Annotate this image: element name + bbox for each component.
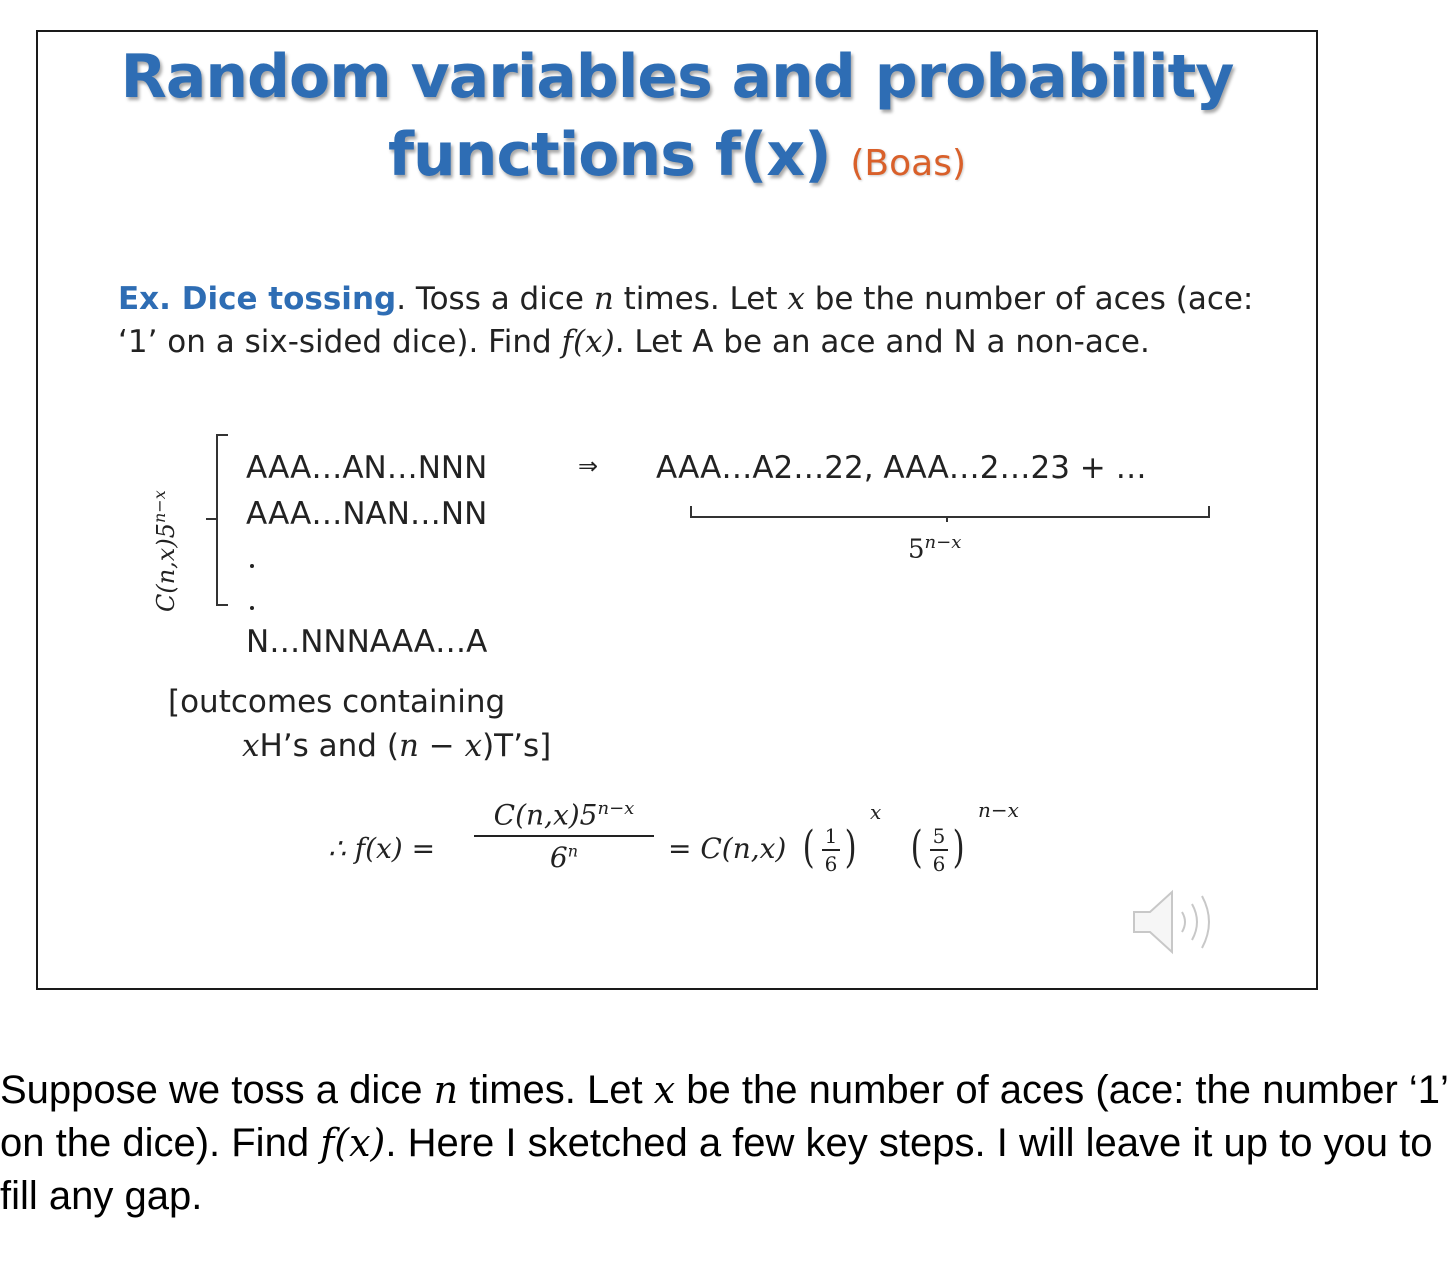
sequence-last: N…NNNAAA…A: [246, 624, 488, 660]
slide-title-line1: Random variables and probability: [120, 42, 1234, 112]
frac1-num: 1: [824, 824, 838, 848]
numerator-base: C(n,x)5: [493, 798, 598, 832]
fraction-numerator: [474, 798, 654, 831]
under-brace-tick: [946, 516, 948, 522]
bracket-tick: [206, 518, 216, 520]
denominator-base: 6: [549, 841, 568, 875]
caption-text-1: Suppose we toss a dice: [0, 1068, 434, 1112]
paren-close: ): [952, 822, 965, 873]
formula-rhs: = C(n,x): [668, 832, 787, 865]
frac2-num: 5: [932, 824, 946, 848]
brace-label-base: 5: [908, 534, 925, 565]
under-brace: [690, 506, 1210, 518]
formula-lhs: ∴ f(x) =: [328, 832, 436, 865]
left-bracket: [216, 434, 228, 606]
problem-text-4: . Let A be an ace and N a non-ace.: [614, 324, 1150, 360]
caption-text-2: times. Let: [458, 1068, 654, 1112]
note-end: )T’s]: [482, 728, 552, 764]
denominator-exp: n: [567, 842, 579, 861]
note-x: x: [242, 728, 260, 764]
caption-text-4: . Here I sketched a few key steps. I will leave it up to you to fill any gap.: [0, 1121, 1433, 1218]
problem-lead: Ex. Dice tossing: [118, 281, 397, 317]
problem-text-2: times. Let: [613, 281, 788, 317]
note-line2: [168, 724, 551, 768]
note-line1: [outcomes containing: [168, 684, 506, 720]
speaker-icon[interactable]: [1128, 882, 1228, 966]
outcomes-note: [168, 680, 551, 768]
small-fraction-2: [930, 824, 948, 876]
caption-var-x: x: [653, 1068, 676, 1112]
lecture-slide: [36, 30, 1318, 990]
fx-symbol: f(x): [561, 324, 615, 360]
implies-arrow: ⇒: [578, 452, 599, 480]
sequence-1: AAA…AN…NNN: [246, 450, 488, 486]
ellipsis-dot: [250, 564, 254, 568]
frac1-bar: [822, 849, 840, 851]
var-x: x: [787, 281, 805, 317]
caption-text-3: be the number of aces (ace: the number ‘1’ on the dice). Find: [0, 1068, 1448, 1165]
numerator-exp: n−x: [597, 798, 635, 819]
fraction-denominator: [474, 841, 654, 874]
expansion: AAA…A2…22, AAA…2…23 + …: [656, 450, 1147, 486]
problem-text-1: . Toss a dice: [396, 281, 594, 317]
frac2-den: 6: [932, 851, 946, 876]
caption-var-n: n: [433, 1068, 459, 1112]
sequence-2: AAA…NAN…NN: [246, 496, 488, 532]
fraction-bar: [474, 835, 654, 837]
ellipsis-dot: [250, 606, 254, 610]
problem-text-3: be the number of aces (ace: ‘1’ on a six-sided dice). Find: [118, 281, 1254, 360]
brace-label: [908, 532, 961, 565]
count-label-base: C(n,x)5: [152, 523, 180, 612]
frac2-bar: [930, 849, 948, 851]
count-label: [150, 490, 180, 612]
slide-title-line2: [38, 120, 1316, 190]
slide-caption: [0, 1064, 1452, 1223]
note-nx: n − x: [398, 728, 483, 764]
paren-open: (: [910, 822, 923, 873]
exponent-n-minus-x: n−x: [978, 798, 1019, 822]
caption-fx: f(x): [320, 1121, 386, 1165]
count-label-exp: n−x: [150, 490, 169, 524]
paren-close: ): [844, 822, 857, 873]
var-n: n: [593, 281, 614, 317]
small-fraction-1: [822, 824, 840, 876]
paren-open: (: [802, 822, 815, 873]
exponent-x: x: [870, 800, 882, 824]
problem-statement: [118, 278, 1258, 364]
title-text: functions f(x): [387, 120, 831, 190]
frac1-den: 6: [824, 851, 838, 876]
title-source: (Boas): [850, 143, 967, 184]
main-fraction: [474, 798, 654, 874]
note-mid: H’s and (: [259, 728, 399, 764]
brace-label-exp: n−x: [924, 532, 962, 553]
